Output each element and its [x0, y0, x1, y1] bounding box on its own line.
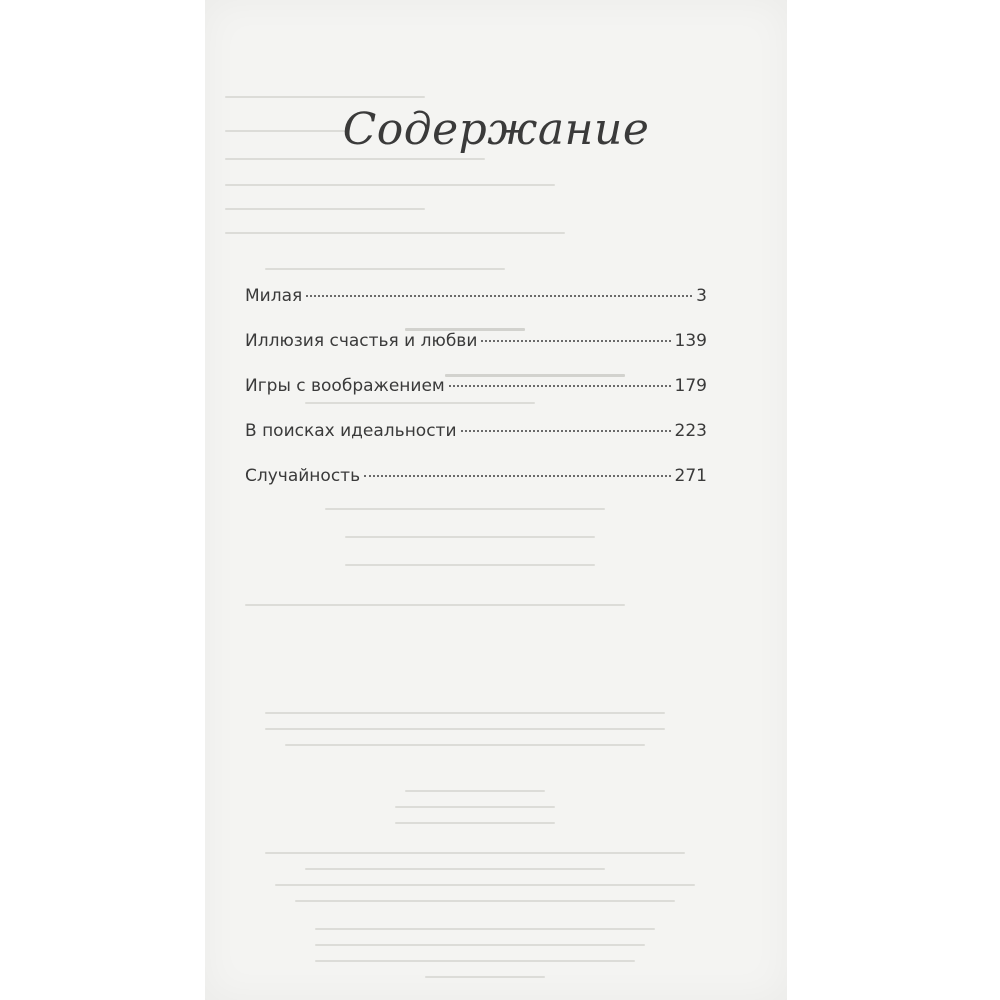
toc-entry-page: 139 — [674, 331, 707, 351]
toc-entry-title: Иллюзия счастья и любви — [245, 331, 478, 351]
dot-leader — [461, 430, 671, 432]
toc-entry — [245, 331, 707, 376]
toc-entry — [245, 376, 707, 421]
toc-entry-title: Случайность — [245, 466, 361, 486]
toc-entry-title: Игры с воображением — [245, 376, 445, 396]
toc-entry — [245, 421, 707, 466]
dot-leader — [449, 385, 671, 387]
toc-entry-title: В поисках идеальности — [245, 421, 457, 441]
toc-entry-page: 271 — [674, 466, 707, 486]
dot-leader — [364, 475, 670, 477]
toc-entry-page: 223 — [674, 421, 707, 441]
table-of-contents — [245, 286, 707, 511]
toc-entry-page: 3 — [696, 286, 707, 306]
dot-leader — [306, 295, 692, 297]
page-title: Содержание — [342, 104, 650, 155]
toc-entry-page: 179 — [674, 376, 707, 396]
toc-entry-title: Милая — [245, 286, 303, 306]
book-page — [205, 0, 787, 1000]
toc-entry — [245, 466, 707, 511]
dot-leader — [481, 340, 670, 342]
toc-entry — [245, 286, 707, 331]
